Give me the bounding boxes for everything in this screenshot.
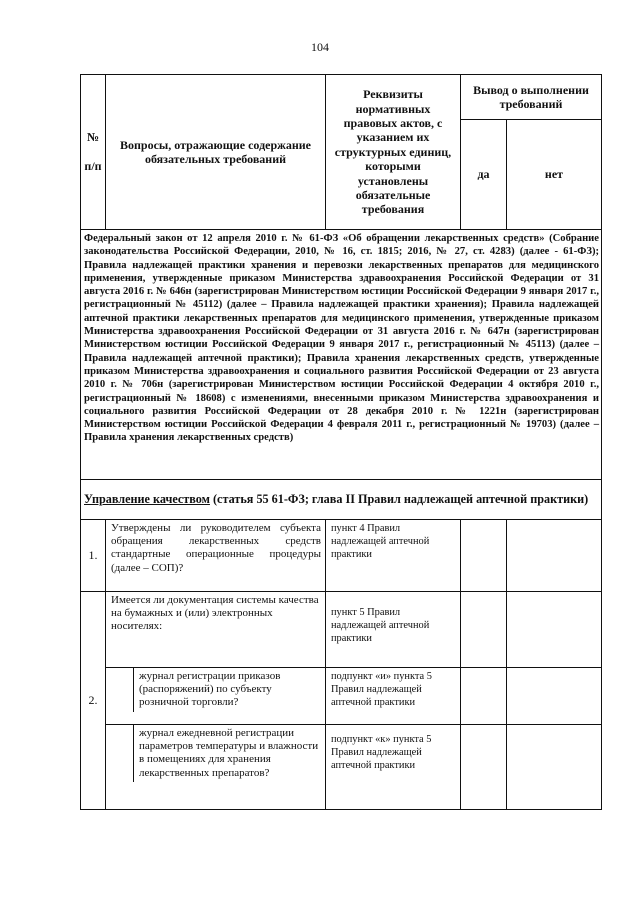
answer-yes-cell[interactable] — [461, 668, 507, 725]
header-requisites: Реквизиты нормативных правовых актов, с указанием их структурных единиц, которыми установлены обязательные требования — [326, 75, 461, 230]
subquestion-text: журнал регистрации приказов (распоряжений) по субъекту розничной торговли? — [134, 668, 326, 712]
header-number: № п/п — [81, 75, 106, 230]
requisite-reference: подпункт «и» пункта 5 Правил надлежащей аптечной практики — [326, 668, 461, 725]
answer-no-cell[interactable] — [507, 520, 602, 592]
answer-yes-cell[interactable] — [461, 520, 507, 592]
answer-no-cell[interactable] — [507, 725, 602, 810]
requisite-reference: пункт 4 Правил надлежащей аптечной практики — [326, 520, 461, 592]
subitem-cell — [106, 725, 326, 810]
subitem-cell — [106, 668, 326, 725]
question-text: Имеется ли документация системы качества на бумажных и (или) электронных носителях: — [106, 592, 326, 668]
header-conclusion: Вывод о выполнении требований — [461, 75, 602, 120]
page-number: 104 — [311, 40, 329, 54]
subquestion-text: журнал ежедневной регистрации параметров температуры и влажности в помещениях для хранения лекарственных препаратов? — [134, 725, 326, 782]
answer-yes-cell[interactable] — [461, 592, 507, 668]
header-no: нет — [507, 120, 602, 230]
requisite-reference: пункт 5 Правил надлежащей аптечной практики — [326, 592, 461, 668]
answer-no-cell[interactable] — [507, 592, 602, 668]
section-heading — [81, 480, 602, 520]
section-title: Управление качеством — [84, 491, 210, 506]
law-preamble: Федеральный закон от 12 апреля 2010 г. № 61-ФЗ «Об обращении лекарственных средств» (Собрание законодательства Российской Федерации, 2010, № 16, ст. 1815; 2016, № 27, ст. 4283) (далее - 61-ФЗ); Правила надлежащей практики хранения и перевозки лекарственных препаратов для медицинского применения, утвержденные приказом Министерства здравоохранения Российской Федерации от 31 августа 2016 г. № 646н (зарегистрирован Министерством юстиции Российской Федерации 9 января 2017 г., регистрационный № 45112) (далее – Правила надлежащей практики хранения); Правила надлежащей аптечной практики лекарственных препаратов для медицинского применения, утвержденные приказом Министерства здравоохранения Российской Федерации от 31 августа 2016 г. № 647н (зарегистрирован Министерством юстиции Российской Федерации 9 января 2017 г., регистрационный № 45113) (далее – Правила надлежащей аптечной практики); Правила хранения лекарственных средств, утвержденные приказом Министерства здравоохранения и социального развития Российской Федерации от 23 августа 2010 г. № 706н (зарегистрирован Министерством юстиции Российской Федерации 4 октября 2010 г., регистрационный № 18608) с изменениями, внесенными приказом Министерства здравоохранения и социального развития Российской Федерации от 28 декабря 2010 г. № 1221н (зарегистрирован Министерством юстиции Российской Федерации 4 февраля 2011 г., регистрационный № 19703) (далее – Правила хранения лекарственных средств) — [81, 230, 602, 480]
answer-yes-cell[interactable] — [461, 725, 507, 810]
answer-no-cell[interactable] — [507, 668, 602, 725]
header-questions: Вопросы, отражающие содержание обязательных требований — [106, 75, 326, 230]
row-number: 1. — [81, 520, 106, 592]
question-text: Утверждены ли руководителем субъекта обращения лекарственных средств стандартные операционные процедуры (далее – СОП)? — [106, 520, 326, 592]
requisite-reference: подпункт «к» пункта 5 Правил надлежащей аптечной практики — [326, 725, 461, 810]
requirements-checklist-table — [80, 74, 602, 810]
row-number: 2. — [81, 592, 106, 810]
section-description: (статья 55 61-ФЗ; глава II Правил надлежащей аптечной практики) — [209, 491, 589, 506]
header-yes: да — [461, 120, 507, 230]
